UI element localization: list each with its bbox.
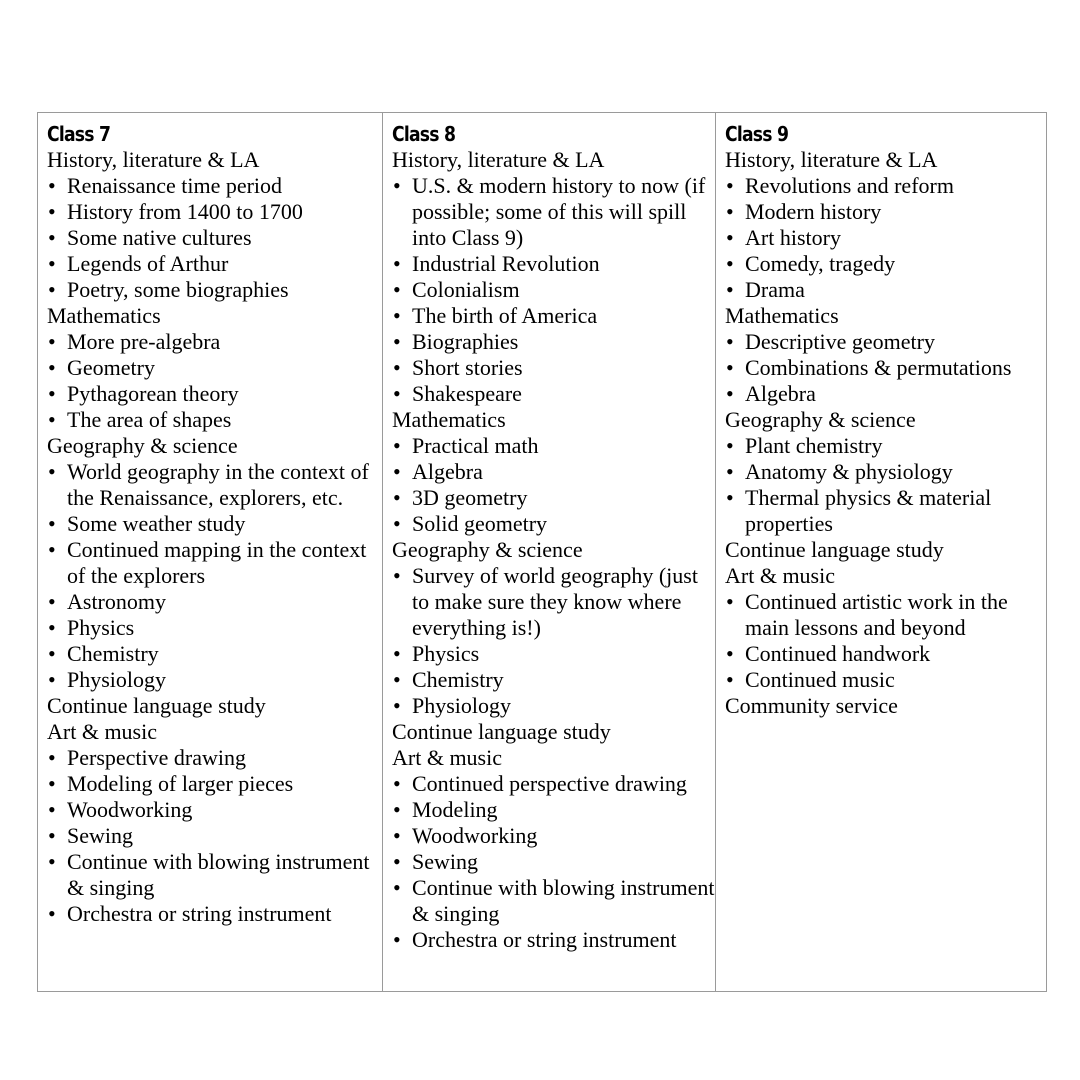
topic-item: • Plant chemistry [725, 433, 1046, 459]
topic-list [392, 563, 715, 719]
topic-item: • Poetry, some biographies [47, 277, 382, 303]
topic-item: • Practical math [392, 433, 715, 459]
topic-list [47, 173, 382, 303]
section-heading: History, literature & LA [47, 147, 260, 172]
class-heading: Class 7 [47, 122, 111, 146]
topic-item: • Descriptive geometry [725, 329, 1046, 355]
topic-list [725, 433, 1046, 537]
topic-item: • Legends of Arthur [47, 251, 382, 277]
topic-item: • Geometry [47, 355, 382, 381]
topic-item: • Anatomy & physiology [725, 459, 1046, 485]
topic-item: • Art history [725, 225, 1046, 251]
topic-item: • Some weather study [47, 511, 382, 537]
topic-item: • Solid geometry [392, 511, 715, 537]
topic-item: • Renaissance time period [47, 173, 382, 199]
topic-item: • 3D geometry [392, 485, 715, 511]
topic-item: • Physics [392, 641, 715, 667]
section-heading: History, literature & LA [392, 147, 605, 172]
section-heading: Mathematics [47, 303, 161, 328]
class-column [383, 113, 716, 991]
topic-item: • Algebra [725, 381, 1046, 407]
topic-item: • Continued artistic work in the main lessons and beyond [725, 589, 1046, 641]
topic-list [725, 329, 1046, 407]
topic-item: • Survey of world geography (just to make sure they know where everything is!) [392, 563, 715, 641]
topic-item: • More pre-algebra [47, 329, 382, 355]
section-heading: Geography & science [392, 537, 583, 562]
section-heading: Geography & science [47, 433, 238, 458]
topic-item: • The area of shapes [47, 407, 382, 433]
topic-item: • Continued mapping in the context of the explorers [47, 537, 382, 589]
section-heading: Continue language study [47, 693, 266, 718]
topic-item: • Chemistry [47, 641, 382, 667]
topic-item: • Physiology [392, 693, 715, 719]
topic-item: • Continue with blowing instrument & singing [47, 849, 382, 901]
topic-item: • Astronomy [47, 589, 382, 615]
class-column [716, 113, 1046, 991]
topic-item: • Physiology [47, 667, 382, 693]
section-heading: Continue language study [392, 719, 611, 744]
topic-item: • Continue with blowing instrument & singing [392, 875, 715, 927]
topic-list [47, 459, 382, 693]
section-heading: Geography & science [725, 407, 916, 432]
class-heading: Class 8 [392, 122, 456, 146]
topic-item: • Some native cultures [47, 225, 382, 251]
topic-list [47, 329, 382, 433]
topic-item: • Woodworking [47, 797, 382, 823]
topic-item: • Combinations & permutations [725, 355, 1046, 381]
topic-list [392, 433, 715, 537]
topic-item: • Chemistry [392, 667, 715, 693]
topic-item: • World geography in the context of the Renaissance, explorers, etc. [47, 459, 382, 511]
topic-item: • Physics [47, 615, 382, 641]
topic-item: • Drama [725, 277, 1046, 303]
topic-item: • Shakespeare [392, 381, 715, 407]
topic-item: • Modern history [725, 199, 1046, 225]
class-heading: Class 9 [725, 122, 789, 146]
topic-item: • Modeling of larger pieces [47, 771, 382, 797]
section-heading: History, literature & LA [725, 147, 938, 172]
topic-item: • Short stories [392, 355, 715, 381]
topic-item: • Modeling [392, 797, 715, 823]
class-column [38, 113, 383, 991]
topic-list [392, 173, 715, 407]
topic-list [725, 589, 1046, 693]
topic-item: • The birth of America [392, 303, 715, 329]
section-heading: Community service [725, 693, 898, 718]
topic-item: • Pythagorean theory [47, 381, 382, 407]
topic-item: • Comedy, tragedy [725, 251, 1046, 277]
topic-item: • Sewing [47, 823, 382, 849]
topic-item: • Perspective drawing [47, 745, 382, 771]
section-heading: Continue language study [725, 537, 944, 562]
topic-item: • Algebra [392, 459, 715, 485]
topic-list [47, 745, 382, 927]
topic-item: • Industrial Revolution [392, 251, 715, 277]
topic-item: • Continued music [725, 667, 1046, 693]
topic-item: • Biographies [392, 329, 715, 355]
topic-item: • Woodworking [392, 823, 715, 849]
topic-list [725, 173, 1046, 303]
section-heading: Art & music [725, 563, 835, 588]
topic-item: • Orchestra or string instrument [47, 901, 382, 927]
topic-item: • Sewing [392, 849, 715, 875]
topic-item: • Orchestra or string instrument [392, 927, 715, 953]
curriculum-table [37, 112, 1047, 992]
section-heading: Mathematics [392, 407, 506, 432]
section-heading: Art & music [392, 745, 502, 770]
topic-item: • Colonialism [392, 277, 715, 303]
topic-item: • Thermal physics & material properties [725, 485, 1046, 537]
topic-list [392, 771, 715, 953]
topic-item: • History from 1400 to 1700 [47, 199, 382, 225]
topic-item: • U.S. & modern history to now (if possible; some of this will spill into Class 9) [392, 173, 715, 251]
section-heading: Mathematics [725, 303, 839, 328]
topic-item: • Revolutions and reform [725, 173, 1046, 199]
topic-item: • Continued handwork [725, 641, 1046, 667]
section-heading: Art & music [47, 719, 157, 744]
topic-item: • Continued perspective drawing [392, 771, 715, 797]
